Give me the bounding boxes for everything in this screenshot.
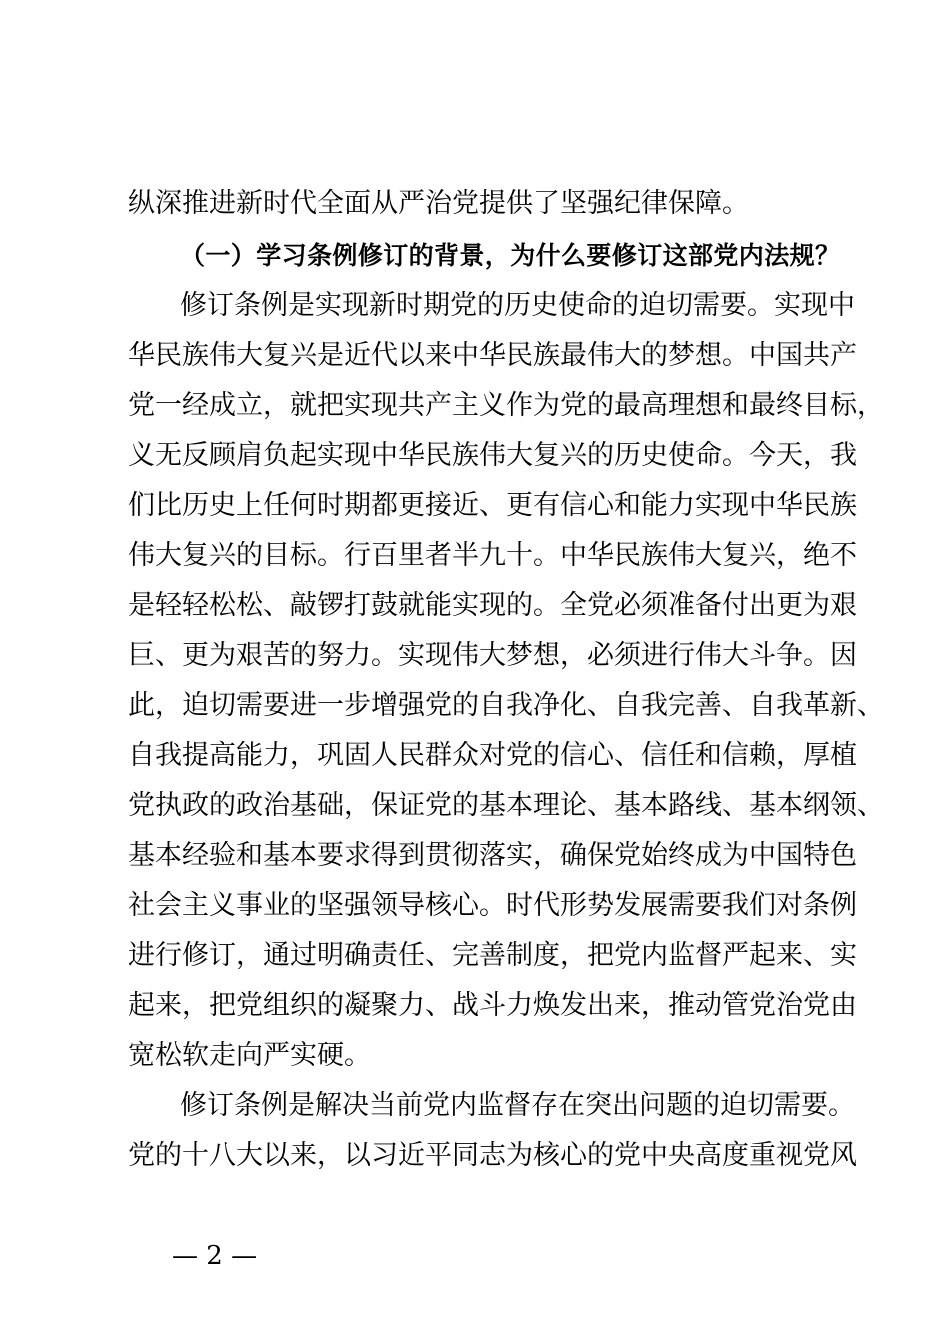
paragraph-line: 党的十八大以来，以习近平同志为核心的党中央高度重视党风 — [128, 1140, 857, 1171]
paragraph-line: 义无反顾肩负起实现中华民族伟大复兴的历史使命。今天，我 — [128, 440, 857, 471]
paragraph-line: 基本经验和基本要求得到贯彻落实，确保党始终成为中国特色 — [128, 840, 857, 871]
paragraph-line: 巨、更为艰苦的努力。实现伟大梦想，必须进行伟大斗争。因 — [128, 640, 857, 671]
paragraph-line: 宽松软走向严实硬。 — [128, 1040, 371, 1071]
paragraph-line: 党一经成立，就把实现共产主义作为党的最高理想和最终目标， — [128, 390, 884, 421]
paragraph-line: 社会主义事业的坚强领导核心。时代形势发展需要我们对条例 — [128, 890, 857, 921]
paragraph-line: 修订条例是实现新时期党的历史使命的迫切需要。实现中 — [180, 290, 855, 321]
paragraph-line: 华民族伟大复兴是近代以来中华民族最伟大的梦想。中国共产 — [128, 340, 857, 371]
paragraph-line: 此，迫切需要进一步增强党的自我净化、自我完善、自我革新、 — [128, 690, 884, 721]
page-number: — 2 — — [172, 1241, 258, 1271]
paragraph-line: 修订条例是解决当前党内监督存在突出问题的迫切需要。 — [180, 1090, 855, 1121]
paragraph-line: 伟大复兴的目标。行百里者半九十。中华民族伟大复兴，绝不 — [128, 540, 857, 571]
paragraph-line: 党执政的政治基础，保证党的基本理论、基本路线、基本纲领、 — [128, 790, 884, 821]
paragraph-line: 是轻轻松松、敲锣打鼓就能实现的。全党必须准备付出更为艰 — [128, 590, 857, 621]
paragraph-line: 起来，把党组织的凝聚力、战斗力焕发出来，推动管党治党由 — [128, 990, 857, 1021]
paragraph-line: 们比历史上任何时期都更接近、更有信心和能力实现中华民族 — [128, 490, 857, 521]
section-heading: （一）学习条例修订的背景，为什么要修订这部党内法规？ — [180, 241, 840, 270]
paragraph-line: 自我提高能力，巩固人民群众对党的信心、信任和信赖，厚植 — [128, 740, 857, 771]
continuation-line: 纵深推进新时代全面从严治党提供了坚强纪律保障。 — [128, 188, 749, 219]
paragraph-line: 进行修订，通过明确责任、完善制度，把党内监督严起来、实 — [128, 940, 857, 971]
